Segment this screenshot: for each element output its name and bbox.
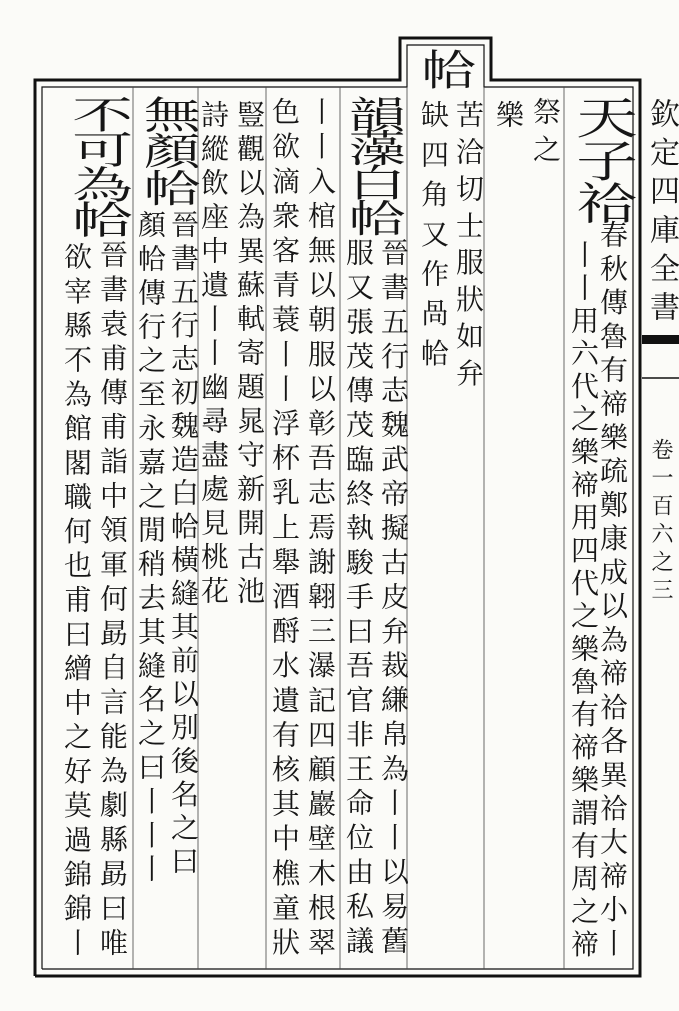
rhyme-definition-line: 苦洽切士服狀如弁: [452, 100, 485, 395]
entry-text-line: 丨丨入棺無以朝服以彰吾志焉謝翶三瀑記四顧巖壁木根翠: [304, 97, 337, 962]
entry-text-line: 晉書五行志魏武帝擬古皮弁裁縑帛為丨丨以易舊: [377, 238, 410, 960]
entry-text-line: 春秋傳魯有禘樂疏鄭康成以為禘祫各異祫大禘小丨: [596, 220, 629, 962]
entry-text-line: 服又張茂傳茂臨終執駿手曰吾官非王命位由私議: [342, 238, 375, 960]
carryover-text-right: 祭之: [529, 97, 562, 172]
entry-text-line: 晉書五行志初魏造白帢橫縫其前以別後名之曰: [167, 210, 200, 880]
entry-text-line: 顏帢傳行之至永嘉之閒稍去其縫名之曰丨丨丨: [134, 210, 167, 888]
entry-text-line: 欲宰縣不為館閣職何也甫曰繒中之好莫過錦錦丨: [60, 242, 93, 962]
entry-headword-tianzi-qia: 天子祫: [565, 95, 637, 224]
entry-text-line: 豎觀以為異蘇軾寄題晁守新開古池: [233, 100, 266, 610]
rhyme-definition-line: 缺四角又作咼帢: [417, 100, 450, 378]
entry-headword-bai-qia: 白帢: [339, 163, 405, 234]
fishtail-mark: [642, 335, 679, 344]
section-label-yunzao: 韻藻: [339, 95, 405, 162]
rhyme-character-tab: 帢: [413, 48, 478, 92]
entry-headword-wu-yan-qia: 無顏帢: [134, 95, 200, 206]
entry-text-line: 色欲滴衆客青蓑丨丨浮杯乳上舉酒酹水遺有核其中樵童狀: [268, 97, 301, 962]
entry-text-line: 丨丨用六代之樂禘用四代之樂魯有禘樂謂有周之禘: [567, 240, 600, 962]
entry-headword-bu-ke-wei-qia: 不可為帢: [61, 95, 133, 235]
entry-text-line: 詩縱飲座中遺丨丨幽尋盡處見桃花: [197, 100, 230, 610]
margin-book-title: 欽定四庫全書: [644, 98, 679, 330]
carryover-text-left: 樂: [492, 100, 525, 136]
margin-volume-label: 卷一百六之三: [648, 438, 673, 606]
entry-text-line: 晉書袁甫傳甫詣中領軍何勗自言能為劇縣勗曰唯: [96, 240, 129, 962]
